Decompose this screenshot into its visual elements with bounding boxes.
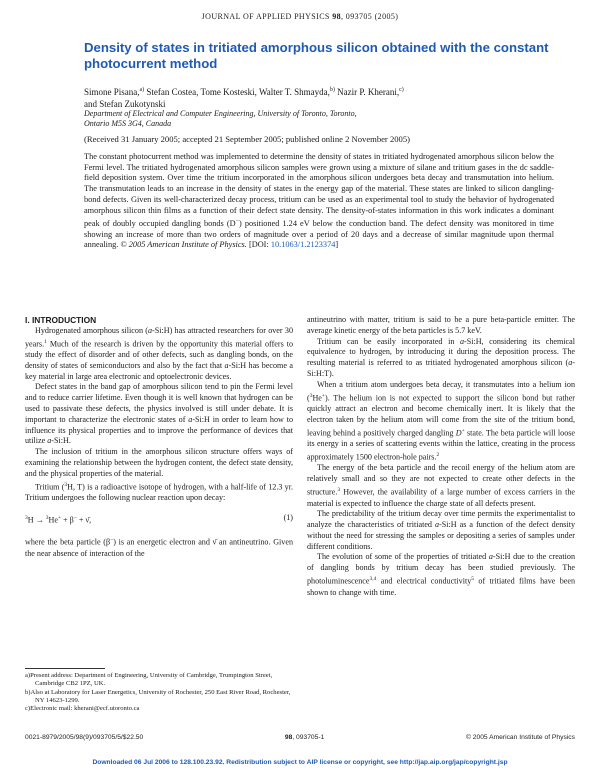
affiliation-line-2: Ontario M5S 3G4, Canada [84,119,172,128]
author-list [84,85,554,110]
footer-issn: 0021-8979/2005/98(9)/093705/5/$22.50 [25,734,144,741]
article-title: Density of states in tritiated amorphous silicon obtained with the constant photocurrent method [84,40,549,71]
affiliation-line-1: Department of Electrical and Computer Engineering, University of Toronto, Toronto, [84,109,357,118]
abstract-text-1: The constant photocurrent method was implemented to determine the density of states in tritiated hydrogenated amorphous silicon below the Fermi level. The tritiated hydrogenated amorphous silicon samples were grown using a mixture of silane and tritium gases in the dc saddle-field deposition system. Over time the tritium incorporated in the amorphous silicon undergoes beta decay and transmutation into helium. The transmutation leads to an increase in the density of states in the energy gap of the material. These states are linked to silicon dangling-bond defects. Given its well-characterized decay process, tritium can be used as an experimental tool to study the behavior of hydrogenated amorphous silicon thin films as a function of their defect state density. The density-of-states information in this work indicates a dominant peak of doubly occupied dangling bonds (D [84,152,554,228]
right-column [307,315,575,598]
paragraph: Tritium can be easily incorporated in a-Si:H, considering its chemical equivalence to hydrogen, by introducing it during the deposition process. The resulting material is referred to as tritiated hydrogenated amorphous silicon (a-Si:H:T). [307,336,575,378]
paragraph: The evolution of some of the properties of tritiated a-Si:H due to the creation of dangling bonds by tritium decay has been studied previously. The photoluminescence$^{3,4}$ and electrical conductivity$^5$ of tritiated films have been shown to change with time. [307,552,575,597]
copyright-notice: © 2005 American Institute of Physics. [120,240,247,250]
journal-name: JOURNAL OF APPLIED PHYSICS [201,12,333,21]
equation-number: (1) [283,512,293,522]
paragraph: where the beta particle (β−) is an energetic electron and ν̄ an antineutrino. Given the near absence of interaction of the [25,537,293,558]
section-heading: I. INTRODUCTION [25,315,97,325]
journal-header [0,12,600,21]
author-1-mark: a) [139,87,145,93]
author-3-mark: c) [399,87,404,93]
footnotes [25,672,293,713]
doi-open: [DOI: [248,240,271,250]
footnote-b: b)Also at Laboratory for Laser Energetics, University of Rochester, 250 East River Road, Rochester, NY 14623-1299. [25,688,291,704]
affiliation [84,109,554,129]
paragraph: Tritium ($^3$H, T) is a radioactive isotope of hydrogen, with a half-life of 12.3 yr. Tritium undergoes the following nuclear reaction upon decay: [25,481,294,503]
left-column [25,315,293,560]
author-3: Nazir P. Kherani, [334,87,400,97]
paragraph: antineutrino with matter, tritium is said to be a pure beta-particle emitter. The average kinetic energy of the beta particles is 5.7 keV. [307,315,575,335]
paragraph: The inclusion of tritium in the amorphous silicon structure offers ways of examining the relationship between the hydrogen content, the defect state density, and the physical properties of the material. [25,447,293,478]
doi-link[interactable]: 10.1063/1.2123374 [270,240,336,250]
equation-body: $^3$H → $^3$He+ + β− + ν̄, [25,514,92,525]
abstract-text-2: ) positioned 1.24 eV below the conduction band. The defect density was monitored in time showing an increase of more than two orders of magnitude over a period of 20 days and a decrease of similar magnitude upon thermal annealing. [84,218,554,250]
journal-volume: 98 [332,12,341,21]
journal-citation: , 093705 (2005) [341,12,399,21]
author-4: and Stefan Zukotynski [84,98,166,109]
paragraph: The energy of the beta particle and the recoil energy of the helium atom are relatively small and so they are not expected to create other defects in the structure.$^3$ However, the availability of a large number of excess carriers in the material is expected to influence the charge state of all defects present. [307,463,575,508]
received-dates: (Received 31 January 2005; accepted 21 September 2005; published online 2 November 2005) [84,134,410,144]
author-2: Stefan Costea, Tome Kosteski, Walter T. Shmayda, [144,87,330,97]
footnote-a: a)Present address: Department of Engineering, University of Cambridge, Trumpington Street, Cambridge CB2 1PZ, UK. [25,672,273,688]
download-notice[interactable]: Downloaded 06 Jul 2006 to 128.100.23.92. Redistribution subject to AIP license or copyright, see http://jap.aip.org/jap/copyright.jsp [92,759,508,766]
footnote-rule [25,668,105,669]
paragraph: When a tritium atom undergoes beta decay, it transmutates into a helium ion ($^3$He+). The helium ion is not expected to support the silicon bond but rather quickly attract an electron and become chemically inert. It is likely that the electron taken by the helium atom will come from the site of the tritium bond, leaving behind a positively charged dangling D+ state. The beta particle will loose its energy in a series of scattering events within the lattice, creating in the process approximately 1500 electron-hole pairs.$^2$ [307,379,575,462]
abstract [84,152,554,251]
paragraph: The predictability of the tritium decay over time permits the experimentalist to analyze the characteristics of tritiated a-Si:H as a function of the defect density without the need for stressing the samples or depositing a series of samples under different conditions. [307,509,575,551]
footnote-c: c)Electronic mail: kherani@ecf.utoronto.ca [25,705,140,713]
author-2-mark: b) [329,87,335,93]
author-1: Simone Pisana, [84,87,140,97]
paragraph: Hydrogenated amorphous silicon (a-Si:H) has attracted researchers for over 30 years.$^1$ Much of the research is driven by the opportunity this material offers to study the effect of disorder and of other defects, such as dangling bonds, on the density of states of semiconductors and also by the fact that a-Si:H has become a key material in large area electronic and optoelectronic devices. [25,325,293,381]
footer-page: 98, 093705-1 [284,734,325,741]
abstract-sup: − [235,218,239,225]
footer-copyright: © 2005 American Institute of Physics [465,734,575,741]
paragraph: Defect states in the band gap of amorphous silicon tend to pin the Fermi level and to reduce carrier lifetime. Even though it is well known that hydrogen can be used to passivate these defects, the physics involved is still under debate. It is important to characterize the electronic states of a-Si:H in order to learn how to influence its physical properties and to improve the performance of devices that utilize a-Si:H. [25,382,294,446]
page-footer [25,734,575,741]
doi-close: ] [335,240,339,250]
equation-1 [25,513,293,526]
